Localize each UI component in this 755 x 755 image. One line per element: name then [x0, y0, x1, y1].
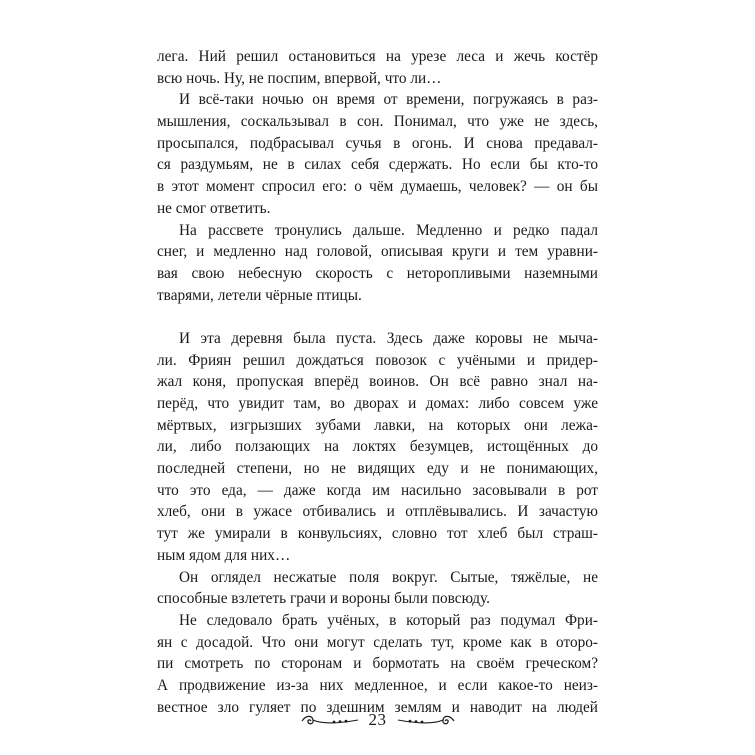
text-line: всю ночь. Ну, не поспим, впервой, что ли… — [157, 69, 442, 87]
text-line: ли. Фриян решил дождаться повозок с учёными и придер- — [157, 351, 598, 369]
text-line: Не следовало брать учёных, в который раз подумал Фри- — [179, 611, 598, 629]
paragraph — [157, 46, 598, 89]
paragraph — [157, 610, 598, 718]
text-line: способные взлететь грачи и вороны были повсюду. — [157, 590, 490, 608]
text-line: лега. Ний решил остановиться на урезе леса и жечь костёр — [157, 48, 598, 65]
text-line: тут же умирали в конвульсиях, словно тот хлеб был страш- — [157, 525, 598, 543]
text-line: Он оглядел несжатые поля вокруг. Сытые, тяжёлые, не — [179, 568, 598, 586]
page-number: 23 — [368, 710, 387, 729]
paragraph — [157, 328, 598, 567]
text-line: пи смотреть по сторонам и бормотать на своём греческом? — [157, 655, 598, 673]
text-line: мышления, соскальзывал в сон. Понимал, что уже не здесь, — [157, 113, 598, 131]
text-line: вестное зло гуляет по здешним землям и наводит на людей — [157, 698, 598, 716]
text-line: жал коня, пропуская вперёд воинов. Он всё равно знал на- — [157, 373, 598, 391]
text-line: А продвижение из-за них медленное, и если какое-то неиз- — [157, 676, 598, 694]
text-line: хлеб, они в ужасе отбивались и отплёвывались. И зачастую — [157, 503, 598, 521]
text-line: что это еда, — даже когда им насильно засовывали в рот — [157, 481, 598, 499]
text-line: ли, либо ползающих на локтях безумцев, истощённых до — [157, 438, 598, 456]
scroll-flourish-icon — [394, 712, 456, 728]
section-break — [157, 306, 598, 328]
text-line: последней степени, но не видящих еду и не понимающих, — [157, 460, 598, 478]
text-line: тварями, летели чёрные птицы. — [157, 286, 362, 304]
scroll-flourish-icon — [300, 712, 362, 728]
text-line: мёртвых, изгрызших зубами лавки, на которых они лежа- — [157, 416, 598, 434]
paragraph — [157, 220, 598, 307]
text-line: вая свою небесную скорость с неторопливыми наземными — [157, 264, 598, 282]
text-line: И эта деревня была пуста. Здесь даже коровы не мыча- — [179, 329, 598, 347]
body-text — [157, 46, 598, 718]
text-line: И всё-таки ночью он время от времени, погружаясь в раз- — [179, 91, 598, 109]
text-line: в этот момент спросил его: о чём думаешь, человек? — он бы — [157, 178, 598, 196]
page-footer — [0, 708, 755, 732]
text-line: ся раздумьям, не в силах себя сдержать. Но если бы кто-то — [157, 156, 598, 174]
text-line: На рассвете тронулись дальше. Медленно и редко падал — [179, 221, 598, 239]
text-line: перёд, что увидит там, во дворах и домах: либо совсем уже — [157, 395, 598, 412]
text-line: ян с досадой. Что они могут сделать тут, кроме как в оторо- — [157, 633, 598, 651]
paragraph — [157, 567, 598, 610]
text-line: просыпался, подбрасывал сучья в огонь. И снова предавал- — [157, 134, 598, 152]
text-line: не смог ответить. — [157, 199, 271, 217]
text-line: снег, и медленно над головой, описывая круги и тем уравни- — [157, 243, 598, 261]
paragraph — [157, 89, 598, 219]
text-line: ным ядом для них… — [157, 546, 291, 564]
